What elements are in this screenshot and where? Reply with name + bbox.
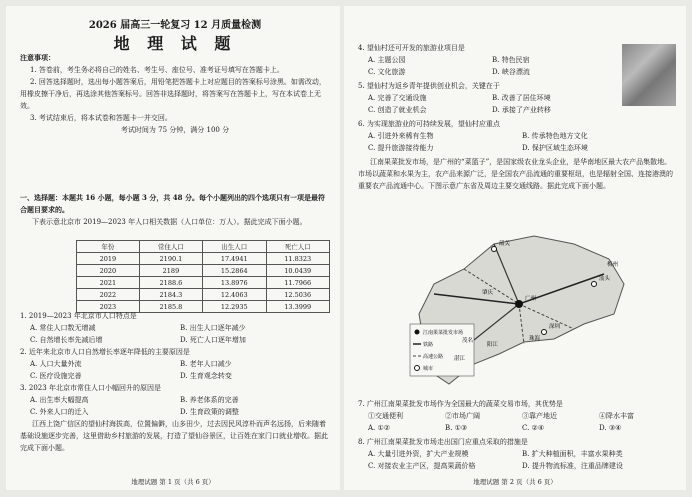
question-stem: 1. 2019—2023 年北京市人口特点是 bbox=[20, 312, 137, 320]
table-cell: 11.8323 bbox=[266, 253, 330, 265]
option: A. 主题公园 bbox=[368, 56, 406, 64]
page-footer: 地理试题 第 2 页（共 6 页） bbox=[473, 478, 557, 486]
legend-marker bbox=[415, 366, 420, 371]
city-label: 肇庆 bbox=[482, 290, 494, 296]
market-marker bbox=[515, 300, 523, 308]
option: C. 对接农业主产区，提高果蔬价格 bbox=[368, 462, 476, 470]
table-cell: 2184.3 bbox=[139, 289, 202, 301]
table-cell: 2190.1 bbox=[139, 253, 202, 265]
city-marker bbox=[492, 247, 497, 252]
option: B. 老年人口减少 bbox=[180, 360, 232, 368]
city-label: 广州 bbox=[525, 296, 537, 302]
options bbox=[20, 358, 330, 382]
notice-item: 2. 回答选择题时，选出每小题答案后，用铅笔把答题卡上对应题目的答案标号涂黑。如需改动，用橡皮擦干净后，再选涂其他答案标号。回答非选择题时，将答案写在答题卡上，写在本试卷上无效。 bbox=[20, 78, 326, 110]
table-cell: 12.2935 bbox=[203, 301, 266, 313]
exam-time: 考试时间为 75 分钟，满分 100 分 bbox=[120, 126, 230, 134]
option: C. 创造了就业机会 bbox=[368, 106, 427, 114]
city-label: 阳江 bbox=[487, 342, 499, 348]
section-heading: 一、选择题：本题共 16 小题，每小题 3 分，共 48 分。每个小题列出的四个选项只有一项是最符合题目要求的。 bbox=[20, 193, 325, 214]
option: A. 常住人口数无增减 bbox=[30, 324, 96, 332]
table-header: 出生人口 bbox=[203, 241, 266, 253]
choice: ④降水丰富 bbox=[599, 412, 634, 420]
options bbox=[358, 130, 676, 154]
city-label: 珠海 bbox=[529, 336, 541, 342]
table-row bbox=[77, 265, 330, 277]
option: C. 医疗设施完善 bbox=[30, 372, 82, 380]
city-marker bbox=[592, 282, 597, 287]
guangdong-map bbox=[404, 214, 634, 394]
legend-label: 铁路 bbox=[423, 342, 434, 348]
table-header-row bbox=[77, 241, 330, 253]
option: C. 外来人口的迁入 bbox=[30, 408, 89, 416]
options bbox=[358, 54, 616, 78]
option: D. 生育观念转变 bbox=[180, 372, 232, 380]
question-2 bbox=[20, 346, 330, 382]
legend-label: 城市 bbox=[423, 366, 434, 372]
table-row bbox=[77, 289, 330, 301]
table-cell: 2023 bbox=[77, 301, 140, 313]
city-label: 梅州 bbox=[607, 262, 619, 268]
table-cell: 2019 bbox=[77, 253, 140, 265]
option: A. 完善了交通设施 bbox=[368, 94, 427, 102]
option: C. ②④ bbox=[522, 424, 545, 432]
city-label: 汕头 bbox=[599, 276, 611, 282]
option: D. 死亡人口逐年增加 bbox=[180, 336, 246, 344]
page-footer: 地理试题 第 1 页（共 6 页） bbox=[131, 478, 215, 486]
option: C. 文化旅游 bbox=[368, 68, 406, 76]
notice-item: 1. 答卷前，考生务必将自己的姓名、考生号、座位号、准考证号填写在答题卡上。 bbox=[30, 66, 284, 74]
option: C. 提升旅游接待能力 bbox=[368, 144, 434, 152]
intro-3: 江南果菜批发市场，是广州的“菜篮子”，是国家级农业龙头企业，是华南地区最大农产品集散地。市场以蔬菜和水果为主，农产品来源广泛，是全国农产品流通的重要枢纽，也是辐射全国、连接港澳的重要农产品流通中心。下图示意广东省及周边主要交通线路。据此完成下面小题。 bbox=[358, 158, 673, 190]
exam-title: 2026 届高三一轮复习 12 月质量检测 bbox=[88, 20, 262, 31]
option: A. 出生率大幅提高 bbox=[30, 396, 89, 404]
city-label: 湛江 bbox=[454, 356, 466, 362]
option: A. 人口大量外流 bbox=[30, 360, 82, 368]
table-cell: 15.2864 bbox=[203, 265, 266, 277]
option: A. 大量引进外资，扩大产业规模 bbox=[368, 450, 469, 458]
choice: ①交通便利 bbox=[368, 412, 403, 420]
option: B. 改善了居住环境 bbox=[492, 94, 551, 102]
table-cell: 2188.6 bbox=[139, 277, 202, 289]
city-marker bbox=[542, 330, 547, 335]
village-photo bbox=[622, 44, 676, 106]
options bbox=[20, 322, 330, 346]
question-8 bbox=[358, 436, 676, 472]
options bbox=[20, 394, 330, 418]
table-header: 年份 bbox=[77, 241, 140, 253]
option: D. ③④ bbox=[599, 424, 622, 432]
subject-title: 地 理 试 题 bbox=[113, 34, 237, 53]
table-cell: 12.4063 bbox=[203, 289, 266, 301]
table-cell: 2185.8 bbox=[139, 301, 202, 313]
intro-1: 下表示意北京市 2019—2023 年人口相关数据（人口单位：万人）。据此完成下面小题。 bbox=[32, 218, 307, 226]
table-cell: 10.0439 bbox=[266, 265, 330, 277]
option: D. 保护区域生态环境 bbox=[522, 144, 588, 152]
choice: ③靠产地近 bbox=[522, 412, 557, 420]
table-header: 常住人口 bbox=[139, 241, 202, 253]
table-cell: 2189 bbox=[139, 265, 202, 277]
page-2 bbox=[344, 6, 686, 490]
population-table bbox=[76, 240, 330, 313]
option: A. ①② bbox=[368, 424, 391, 432]
question-stem: 5. 望仙村为返乡青年提供创业机会，关键在于 bbox=[358, 82, 500, 90]
table-cell: 2021 bbox=[77, 277, 140, 289]
table-cell: 13.3999 bbox=[266, 301, 330, 313]
table-cell: 2022 bbox=[77, 289, 140, 301]
page-1 bbox=[6, 6, 340, 490]
notice-heading: 注意事项： bbox=[20, 53, 55, 62]
table-cell: 2020 bbox=[77, 265, 140, 277]
option: D. 峡谷漂流 bbox=[492, 68, 530, 76]
question-4 bbox=[358, 42, 616, 78]
city-label: 茂名 bbox=[462, 338, 474, 344]
legend-marker bbox=[415, 330, 420, 335]
choice: ②市场广阔 bbox=[445, 412, 480, 420]
question-stem: 8. 广州江南果菜批发市场走出国门应重点采取的措施是 bbox=[358, 438, 528, 446]
table-header: 死亡人口 bbox=[266, 241, 330, 253]
table-cell: 13.8976 bbox=[203, 277, 266, 289]
question-3 bbox=[20, 382, 330, 418]
question-stem: 3. 2023 年北京市常住人口小幅回升的原因是 bbox=[20, 384, 161, 392]
table-cell: 17.4941 bbox=[203, 253, 266, 265]
choices bbox=[358, 410, 676, 422]
question-6 bbox=[358, 118, 676, 154]
table-cell: 12.5036 bbox=[266, 289, 330, 301]
table-cell: 11.7966 bbox=[266, 277, 330, 289]
question-stem: 7. 广州江南果菜批发市场作为全国最大的蔬菜交易市场，其优势是 bbox=[358, 400, 563, 408]
city-label: 深圳 bbox=[549, 324, 561, 330]
option: A. 引进外来稀有生物 bbox=[368, 132, 434, 140]
option: B. ①③ bbox=[445, 424, 468, 432]
option: D. 承接了产业转移 bbox=[492, 106, 551, 114]
intro-2: 江西上饶广信区的望仙村海拔高，位置偏僻，山多田少，过去因民风淳朴而声名远扬，后来随着基础设施逐步完善，这里借助乡村旅游的发展，打造了望仙谷景区，让百姓在家门口就业增收。据此完成下面小题。 bbox=[20, 420, 328, 452]
table-row bbox=[77, 277, 330, 289]
city-label: 韶关 bbox=[499, 241, 511, 247]
population-table-wrap bbox=[76, 240, 330, 313]
notice-item: 3. 考试结束后，将本试卷和答题卡一并交回。 bbox=[30, 114, 172, 122]
option: B. 特色民宿 bbox=[492, 56, 530, 64]
option: D. 提升物流标准，注重品牌建设 bbox=[522, 462, 623, 470]
question-1 bbox=[20, 310, 330, 346]
question-5 bbox=[358, 80, 616, 116]
option: D. 生育政策的调整 bbox=[180, 408, 239, 416]
options bbox=[358, 422, 676, 434]
options bbox=[358, 92, 616, 116]
option: B. 扩大种植面积，丰富水果种类 bbox=[522, 450, 623, 458]
option: B. 传承特色地方文化 bbox=[522, 132, 588, 140]
options bbox=[358, 448, 676, 472]
option: B. 出生人口逐年减少 bbox=[180, 324, 246, 332]
notice bbox=[20, 52, 330, 136]
table-row bbox=[77, 253, 330, 265]
question-7 bbox=[358, 398, 676, 434]
question-stem: 6. 为实现旅游业的可持续发展，望仙村应重点 bbox=[358, 120, 500, 128]
option: C. 自然增长率先减后增 bbox=[30, 336, 103, 344]
legend-label: 江南果菜批发市场 bbox=[423, 330, 464, 336]
question-stem: 2. 近年来北京市人口自然增长率逐年降低的主要原因是 bbox=[20, 348, 190, 356]
option: B. 养老体系的完善 bbox=[180, 396, 239, 404]
legend-label: 高速公路 bbox=[423, 354, 444, 360]
question-stem: 4. 望仙村还可开发的旅游业项目是 bbox=[358, 44, 465, 52]
